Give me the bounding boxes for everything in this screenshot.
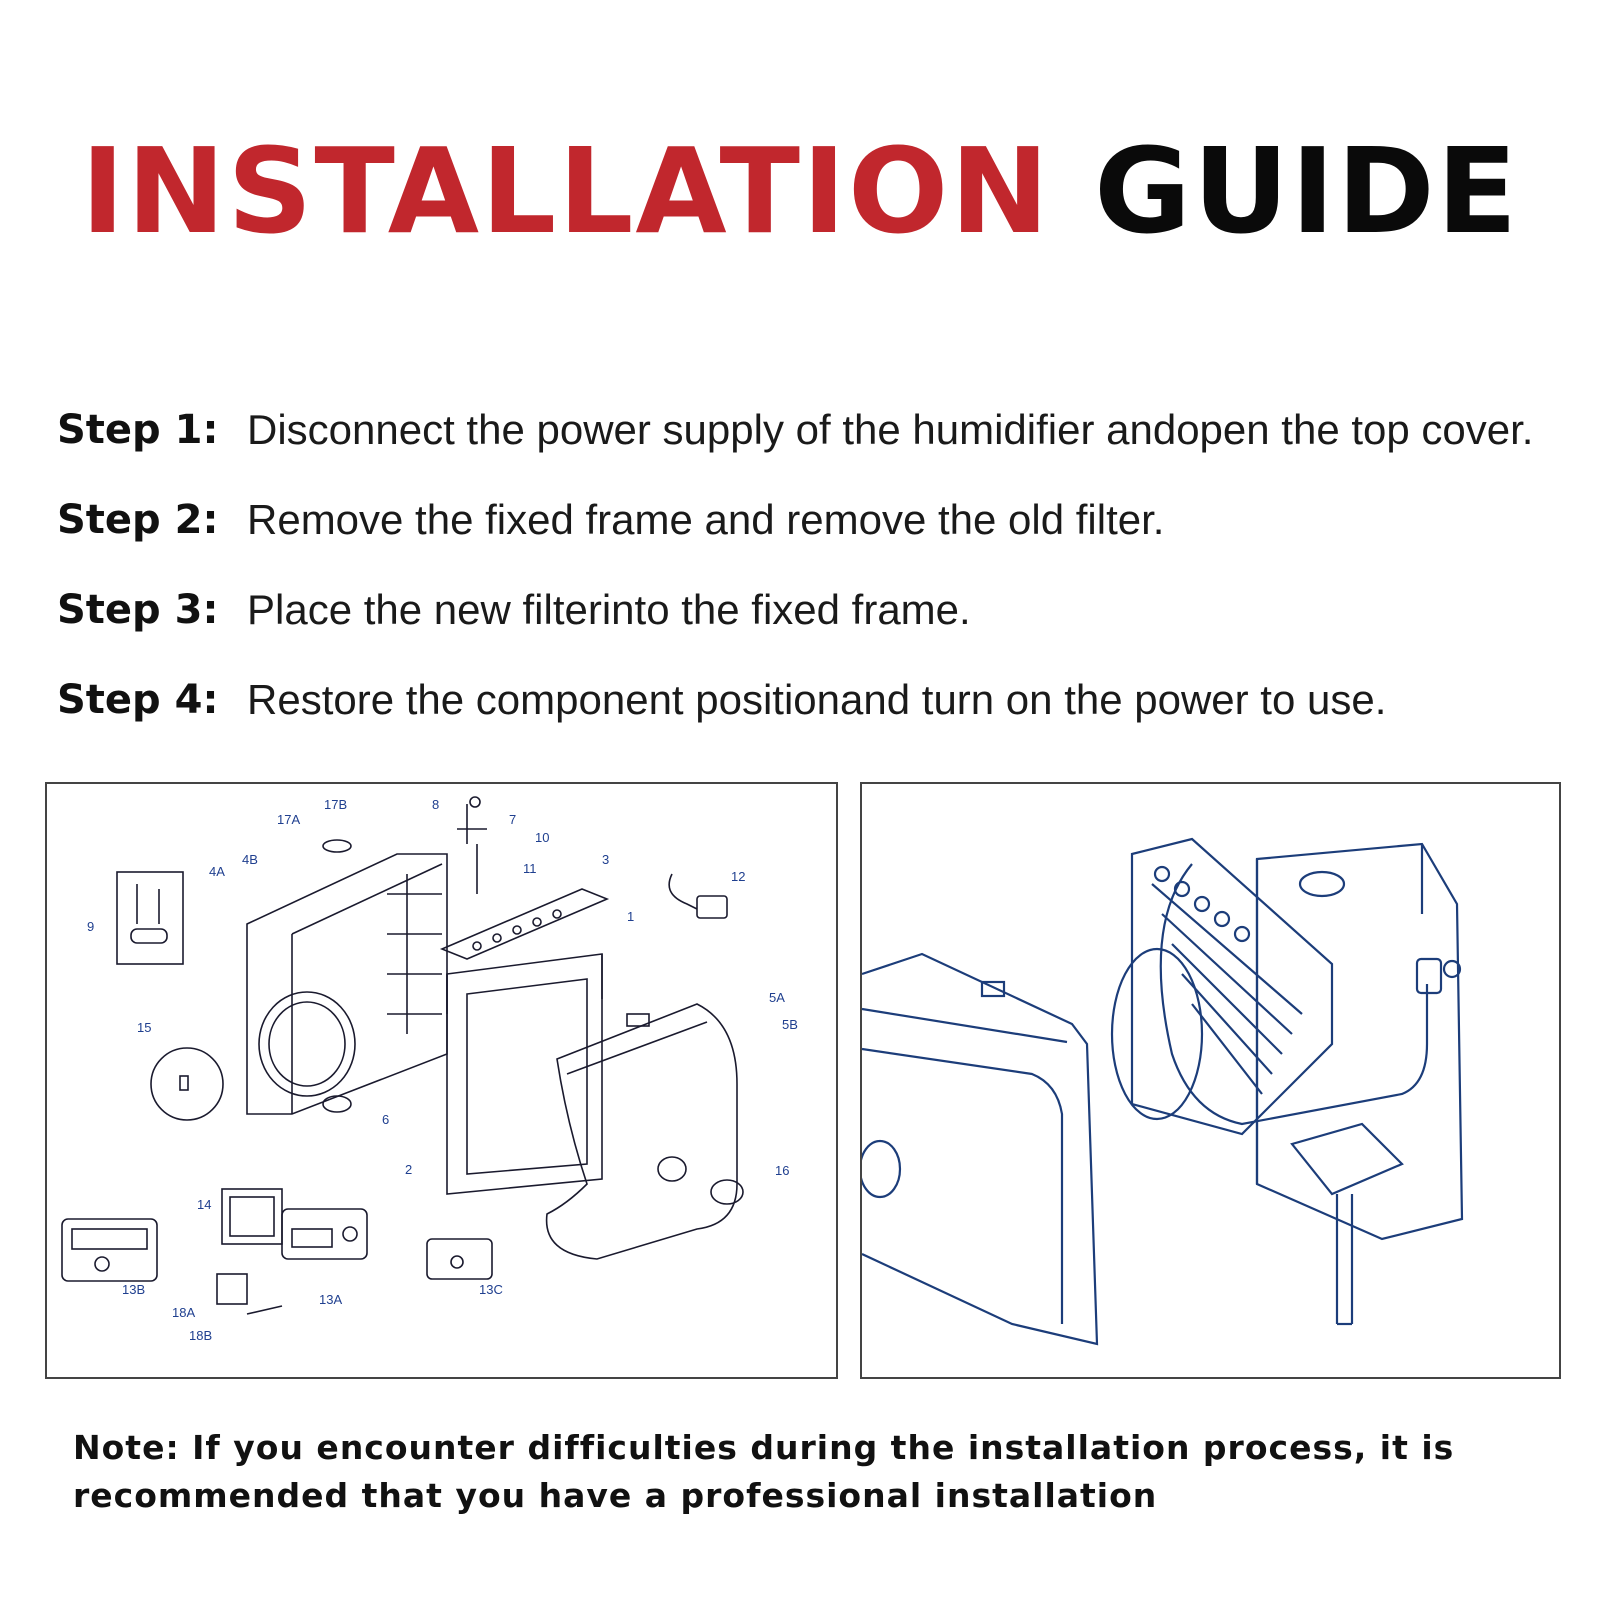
page-title <box>0 122 1600 260</box>
humidifier-illustration <box>860 782 1561 1379</box>
step-text: Place the new filterinto the fixed frame. <box>247 586 971 633</box>
step-label: Step 1: <box>57 407 219 453</box>
step-label: Step 3: <box>57 587 219 633</box>
part-label-7: 7 <box>509 812 517 827</box>
part-label-3: 3 <box>602 852 610 867</box>
part-label-11: 11 <box>523 861 537 876</box>
part-label-13a: 13A <box>319 1292 343 1307</box>
part-label-14: 14 <box>197 1197 212 1212</box>
part-labels <box>87 797 798 1343</box>
title-installation: INSTALLATION <box>80 122 1052 260</box>
part-label-8: 8 <box>432 797 440 812</box>
part-label-9: 9 <box>87 919 95 934</box>
step-2 <box>57 475 1577 565</box>
part-label-13c: 13C <box>479 1282 503 1297</box>
exploded-diagram-drawing <box>47 784 836 1377</box>
part-label-5b: 5B <box>782 1017 798 1032</box>
part-label-18a: 18A <box>172 1305 196 1320</box>
title-guide: GUIDE <box>1094 122 1520 260</box>
part-label-6: 6 <box>382 1112 390 1127</box>
humidifier-drawing <box>862 784 1559 1377</box>
steps-list <box>57 385 1577 745</box>
part-label-18b: 18B <box>189 1328 213 1343</box>
part-label-17a: 17A <box>277 812 301 827</box>
step-4 <box>57 655 1577 745</box>
step-text: Restore the component positionand turn on the power to use. <box>247 676 1387 723</box>
exploded-parts-diagram <box>45 782 838 1379</box>
part-label-16: 16 <box>775 1163 790 1178</box>
part-label-10: 10 <box>535 830 550 845</box>
part-label-5a: 5A <box>769 990 785 1005</box>
part-label-4a: 4A <box>209 864 225 879</box>
part-label-1: 1 <box>627 909 635 924</box>
note-text: If you encounter difficulties during the installation process, it is recommended that you have a professional installation <box>73 1428 1455 1515</box>
step-1 <box>57 385 1577 475</box>
part-label-13b: 13B <box>122 1282 146 1297</box>
step-text: Disconnect the power supply of the humidifier andopen the top cover. <box>247 406 1534 453</box>
part-label-12: 12 <box>731 869 746 884</box>
step-3 <box>57 565 1577 655</box>
step-label: Step 4: <box>57 677 219 723</box>
note-label: Note: <box>73 1428 180 1467</box>
part-label-2: 2 <box>405 1162 413 1177</box>
step-text: Remove the fixed frame and remove the old filter. <box>247 496 1165 543</box>
part-label-15: 15 <box>137 1020 152 1035</box>
installation-note <box>73 1424 1533 1520</box>
part-label-17b: 17B <box>324 797 348 812</box>
step-label: Step 2: <box>57 497 219 543</box>
part-label-4b: 4B <box>242 852 258 867</box>
